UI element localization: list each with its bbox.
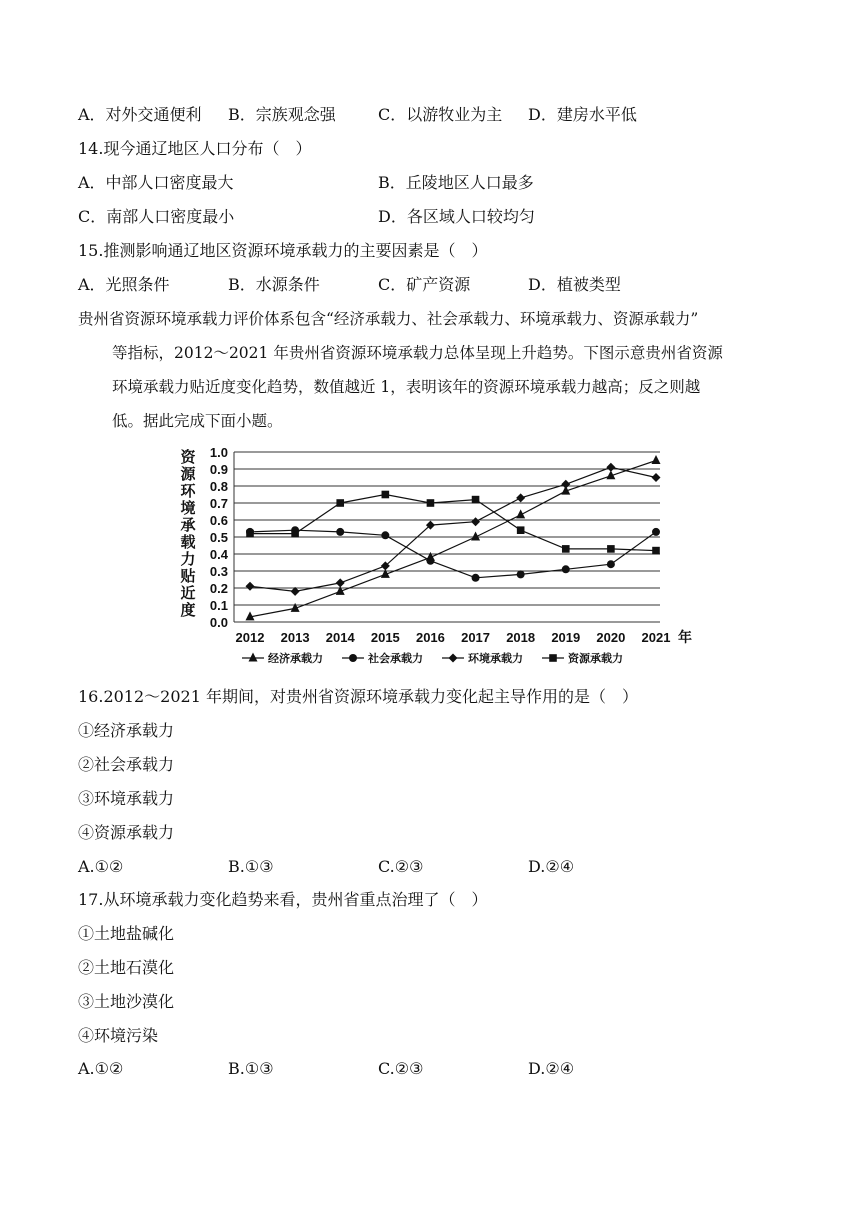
data-point [606,463,615,472]
q13-option-b: B．宗族观念强 [228,105,336,124]
q14-option-c: C．南部人口密度最小 [78,207,235,226]
passage-line-3: 环境承载力贴近度变化趋势，数值越近 1，表明该年的资源环境承载力越高；反之则越 [112,378,701,396]
series-square [246,491,660,555]
q14-option-d: D．各区域人口较均匀 [378,207,535,226]
legend-marker [249,653,258,662]
y-tick-labels [210,445,229,630]
x-tick-label: 2014 [325,630,355,645]
data-point [652,473,661,482]
q14-option-a: A．中部人口密度最大 [78,173,234,192]
q16-item-3: ③环境承载力 [78,789,175,808]
data-point [562,565,570,573]
q16-option-a: A.①② [78,857,124,876]
legend-label: 社会承载力 [368,652,423,665]
q14-stem: 14.现今通辽地区人口分布（ ） [78,139,312,158]
y-axis-label-char: 承 [180,516,196,534]
q17-option-a: A.①② [78,1059,124,1078]
y-axis-label-char: 载 [180,533,196,551]
x-tick-label: 2017 [461,630,491,645]
q17-option-c: C.②③ [378,1059,424,1078]
q17-item-3: ③土地沙漠化 [78,992,175,1011]
q15-option-d: D．植被类型 [528,275,621,294]
y-tick-label: 0.5 [209,530,228,545]
y-tick-label: 0.7 [209,496,228,511]
y-axis-label-char: 力 [180,550,196,568]
data-point [652,455,661,464]
y-axis-label-char: 源 [180,465,196,483]
x-tick-label: 2020 [596,630,626,645]
y-axis-label-char: 环 [180,482,196,500]
data-point [381,531,389,539]
q16-stem: 16.2012～2021 年期间，对贵州省资源环境承载力变化起主导作用的是（ ） [78,687,638,706]
q16-option-b: B.①③ [228,857,274,876]
legend-marker [549,654,557,662]
q15-option-b: B．水源条件 [228,275,320,294]
series-triangle [246,455,661,620]
legend-item [442,651,523,665]
data-point [517,570,525,578]
q17-item-2: ②土地石漠化 [78,958,175,977]
y-tick-label: 0.0 [209,615,228,630]
legend-label: 环境承载力 [468,652,523,665]
data-point [246,582,255,591]
passage-line-4: 低。据此完成下面小题。 [112,412,283,430]
x-tick-labels [236,629,692,646]
q17-item-1: ①土地盐碱化 [78,924,175,943]
x-tick-label: 2016 [415,630,445,645]
q17-stem: 17.从环境承载力变化趋势来看，贵州省重点治理了（ ） [78,890,488,909]
data-point [426,557,434,565]
data-point [652,547,660,555]
x-tick-label: 2013 [280,630,310,645]
x-unit-label: 年 [678,630,692,646]
x-tick-label: 2018 [506,630,536,645]
data-point [336,578,345,587]
x-tick-label: 2019 [551,630,581,645]
y-tick-label: 0.4 [209,547,228,562]
data-point [472,496,480,504]
q16-item-2: ②社会承载力 [78,755,175,774]
legend-item [342,651,423,665]
data-point [336,528,344,536]
y-axis-label-char: 境 [180,499,196,517]
data-point [291,530,299,538]
y-tick-label: 0.9 [209,462,228,477]
passage-line-1: 贵州省资源环境承载力评价体系包含“经济承载力、社会承载力、环境承载力、资源承载力” [78,310,699,328]
y-tick-label: 0.1 [209,598,228,613]
q13-option-d: D．建房水平低 [528,105,637,124]
data-point [517,526,525,534]
x-tick-label: 2015 [370,630,400,645]
y-axis-label-char: 近 [180,584,196,602]
data-point [336,499,344,507]
legend-marker [349,654,357,662]
q15-option-a: A．光照条件 [78,275,170,294]
legend-label: 资源承载力 [568,652,623,665]
series-diamond [246,463,661,596]
data-point [382,491,390,499]
chart-legend [242,651,623,665]
y-axis-label-char: 度 [180,601,196,619]
y-tick-label: 0.8 [209,479,228,494]
y-tick-label: 0.3 [209,564,228,579]
y-tick-label: 0.2 [209,581,228,596]
q14-option-b: B．丘陵地区人口最多 [378,173,534,192]
legend-item [242,651,323,665]
q16-item-1: ①经济承载力 [78,721,175,740]
series-line [250,461,656,617]
q17-option-d: D.②④ [528,1059,575,1078]
data-point [607,545,615,553]
q13-option-a: A．对外交通便利 [78,105,202,124]
data-point [427,499,435,507]
data-point [562,545,570,553]
q15-stem: 15.推测影响通辽地区资源环境承载力的主要因素是（ ） [78,241,488,260]
q15-option-c: C．矿产资源 [378,275,471,294]
data-point [472,574,480,582]
y-axis-label-char: 贴 [180,567,196,585]
q16-option-c: C.②③ [378,857,424,876]
legend-label: 经济承载力 [268,652,323,665]
legend-marker [449,654,458,663]
q16-item-4: ④资源承载力 [78,823,175,842]
y-tick-label: 0.6 [209,513,228,528]
q17-item-4: ④环境污染 [78,1026,159,1045]
x-tick-label: 2021 [641,630,671,645]
passage-line-2: 等指标，2012～2021 年贵州省资源环境承载力总体呈现上升趋势。下图示意贵州省资源 [112,344,723,362]
data-point [561,480,570,489]
y-axis-label-char: 资 [180,448,196,466]
data-point [607,560,615,568]
y-axis-label [180,448,196,619]
carrying-capacity-line-chart [170,440,700,675]
q13-option-c: C．以游牧业为主 [378,105,503,124]
chart-series [246,455,661,620]
data-point [471,517,480,526]
data-point [516,493,525,502]
q17-option-b: B.①③ [228,1059,274,1078]
legend-item [542,651,623,665]
q16-option-d: D.②④ [528,857,575,876]
y-tick-label: 1.0 [209,445,228,460]
x-tick-label: 2012 [235,630,265,645]
data-point [652,528,660,536]
data-point [246,530,254,538]
